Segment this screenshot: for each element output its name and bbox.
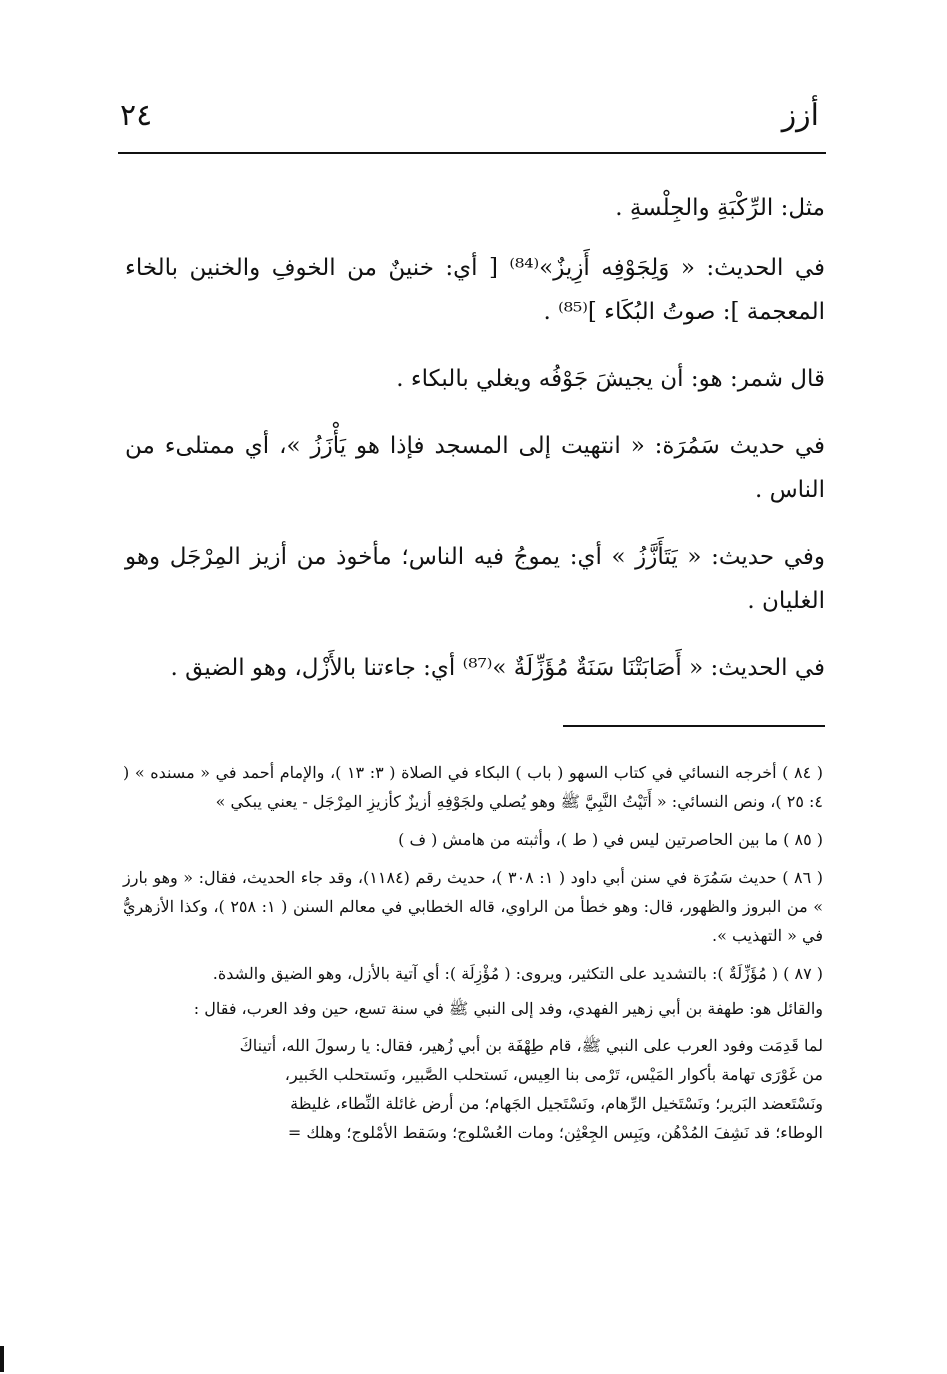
quote-line-1: لما قَدِمَت وفود العرب على النبي ﷺ، قام طِهْفَة بن أبي زُهير، فقال: يا رسولَ الله، أتيناكَ <box>239 1036 823 1055</box>
scan-edge-mark <box>0 1346 4 1372</box>
footnote-84: ( ٨٤ ) أخرجه النسائي في كتاب السهو ( باب ) البكاء في الصلاة ( ٣: ١٣ )، والإمام أحمد في « مسنده » ( ٤: ٢٥ )، ونص النسائي: « أَتَيْتُ النَّبِيَّ ﷺ وهو يُصلي ولجَوْفِهِ أزيزٌ كأزيزِ المِرْجَل - يعني يبكي » <box>123 763 824 811</box>
entry-heading: أزز <box>781 98 819 133</box>
paragraph-6: في الحديث: « أَصَابَتْنَا سَنَةٌ مُؤَزِّلَةٌ »⁽⁸⁷⁾ أي: جاءتنا بالأَزْل، وهو الضيق . <box>170 655 825 681</box>
footnote-divider <box>563 725 825 727</box>
footnote-87-continuation: والقائل هو: طهفة بن أبي زهير الفهدي، وفد إلى النبي ﷺ في سنة تسع، حين وفد العرب، فقال : <box>193 999 823 1018</box>
main-text <box>125 186 825 713</box>
header-divider <box>118 152 826 154</box>
quote-line-3: ونَسْتَعضد البَرير؛ ونَسْتَخيل الرِّهام، ونَسْتَجيل الجَهام؛ من أرض غائلة النِّطاء، غليظة <box>290 1094 823 1113</box>
footnote-85: ( ٨٥ ) ما بين الحاصرتين ليس في ( ط )، وأثبته من هامش ( ف ) <box>398 830 823 849</box>
paragraph-3: قال شمر: هو: أن يجيشَ جَوْفُه ويغلي بالبكاء . <box>396 366 825 392</box>
footnotes <box>123 758 823 1147</box>
paragraph-1: مثل: الرِّكْبَةِ والجِلْسةِ . <box>615 195 825 221</box>
paragraph-5: وفي حديث: « يَتَأَزَّزُ » أي: يموجُ فيه الناس؛ مأخوذ من أزيز المِرْجَل وهو الغليان . <box>125 544 825 614</box>
paragraph-2: في الحديث: « وَلِجَوْفِه أَزِيزٌ»⁽⁸⁴⁾ [ أي: خنينٌ من الخوفِ والخنين بالخاء المعجمة ]: صوتُ البُكَاء ]⁽⁸⁵⁾ . <box>125 255 826 325</box>
paragraph-4: في حديث سَمُرَة: « انتهيت إلى المسجد فإذا هو يَأْزَزُ »، أي ممتلىء من الناس . <box>125 433 825 503</box>
quote-line-2: من غَوْرَى تهامة بأكوار المَيْس، تَرْمى بنا العِيس، نَستحلب الصَّبير، ونَستحلب الخَبير، <box>284 1065 823 1084</box>
footnote-86: ( ٨٦ ) حديث سَمُرَة في سنن أبي داود ( ١: ٣٠٨ )، حديث رقم (١١٨٤)، وقد جاء الحديث، فقال: « وهو بارز » من البروز والظهور، قال: وهو خطأ من الراوي، قاله الخطابي في معالم السنن ( ١: ٢٥٨ )، وكذا الأزهريُّ في « التهذيب ». <box>123 868 824 945</box>
quote-line-4: الوطاء؛ قد نَشِفَ المُدْهُن، ويَبِس الجِعْثِن؛ ومات العُسْلوج؛ وسَقط الأمْلوج؛ وهلك = <box>287 1123 823 1142</box>
quoted-speech <box>123 1031 823 1147</box>
footnote-87: ( ٨٧ ) ( مُؤَزِّلَةٌ ): بالتشديد على التكثير، ويروى: ( مُؤْزِلَة ): أي آتية بالأزل، وهو الضيق والشدة. <box>212 964 823 983</box>
page-number: ٢٤ <box>120 98 153 133</box>
